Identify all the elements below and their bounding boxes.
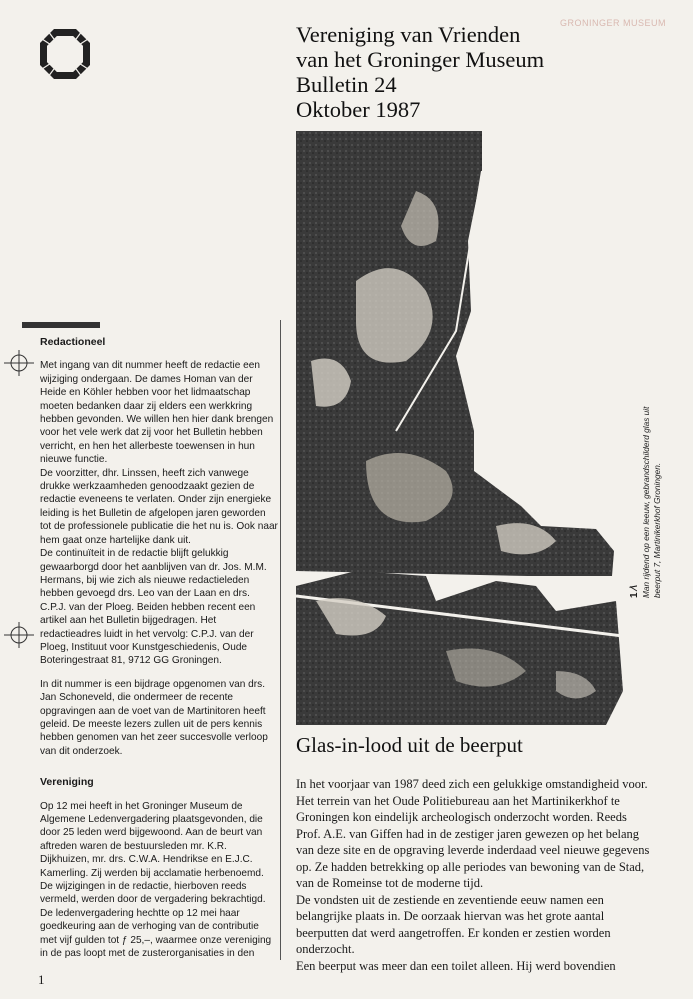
section-heading-vereniging: Vereniging: [40, 776, 94, 789]
registration-crosshair-icon: [4, 620, 34, 650]
page-number: 1: [38, 972, 45, 987]
article-line: Een beerput was meer dan een toilet alleen. Hij werd bovendien: [296, 958, 616, 973]
masthead: [296, 22, 626, 122]
paragraph: Op 12 mei heeft in het Groninger Museum de Algemene Ledenvergadering plaatsgevonden, die door 25 leden werd bijgewoond. Aan de beurt van aftreden waren de bestuursleden mr. K.R. Dijkhuizen, mr. drs. C.W.A. Hendrikse en E.J.C. Kamerling. Zij werden bij acclamatie herbenoemd. De wijzigingen in de redactie, hierboven reeds vermeld, werden door de vergadering bekrachtigd. De ledenvergadering hechtte op 12 mei haar goedkeuring aan de verhoging van de contributie met vijf gulden tot ƒ 25,–, waarmee onze vereniging in de pas loopt met de zusterorganisaties in den: [40, 800, 272, 960]
masthead-line-3: Bulletin 24: [296, 72, 397, 97]
paragraph: De voorzitter, dhr. Linssen, heeft zich vanwege drukke werkzaamheden genoodzaakt gezien de redactie eveneens te verlaten. Onder zijn energieke leiding is het Bulletin de afgelopen jaren geworden tot de professionele publicatie die het nu is. Ook naar hem gaat onze hartelijke dank uit.: [40, 467, 278, 546]
section-rule: [22, 322, 100, 328]
article-line: van deze site en de opgraving leverde inderdaad veel nieuwe gegevens: [296, 843, 650, 857]
paragraph: De continuïteit in de redactie blijft gelukkig gewaarborgd door het aanblijven van dr. Jos. M.M. Hermans, bij wie zich als nieuwe redactieleden hebben gevoegd drs. Leo van der Laan en drs. C.P.J. van der Ploeg. Beiden hebben recent een artikel aan het Bulletin bijgedragen. Het redactieadres luidt in het vervolg: C.P.J. van der Ploeg, Instituut voor Kunstgeschiedenis, Oude Boteringestraat 81, 9712 GG Groningen.: [40, 548, 267, 667]
article-line: belangrijke plaats in. De oorzaak hiervan was het grote aantal: [296, 909, 605, 923]
column-divider: [280, 320, 281, 960]
museum-logo-icon: [38, 27, 92, 81]
article-line: op. Ze hadden betrekking op alle periodes van bewoning van de Stad,: [296, 859, 645, 874]
masthead-line-1: Vereniging van Vrienden: [296, 22, 521, 47]
left-column: [40, 336, 278, 970]
section-heading-redactioneel: Redactioneel: [40, 336, 106, 348]
article-line: onderzocht.: [296, 942, 355, 956]
figure-caption-number: 1 ⁄\: [629, 585, 640, 598]
paragraph: In dit nummer is een bijdrage opgenomen van drs. Jan Schoneveld, die ondermeer de recente opgravingen aan de voet van de Martinitoren heeft geleid. De meeste lezers zullen uit de pers kennis hebben genomen van het zeer succesvolle verloop van dit onderzoek.: [40, 678, 268, 757]
article-body: [296, 776, 676, 974]
archive-stamp: GRONINGER MUSEUM: [560, 18, 667, 28]
article-line: Prof. A.E. van Giffen had in de zestiger jaren gewezen op het belang: [296, 826, 640, 841]
article-line: In het voorjaar van 1987 deed zich een gelukkige omstandigheid voor.: [296, 777, 648, 791]
article-title: Glas-in-lood uit de beerput: [296, 733, 523, 757]
registration-crosshair-icon: [4, 348, 34, 378]
article-line: De vondsten uit de zestiende en zeventiende eeuw namen een: [296, 892, 604, 907]
masthead-line-4: Oktober 1987: [296, 97, 421, 122]
masthead-line-2: van het Groninger Museum: [296, 47, 545, 72]
paragraph: Met ingang van dit nummer heeft de redactie een wijziging ondergaan. De dames Homan van der Heide en Köhler hebben voor het lidmaatschap moeten bedanken daar zij elders een werkkring hebben gevonden. We willen hen hier dank brengen voor het vele werk dat zij voor het Bulletin hebben verricht, en hen het allerbeste toewensen in hun nieuwe functie.: [40, 360, 274, 466]
article-line: Het terrein van het Oude Politiebureau aan het Martinikerkhof te: [296, 793, 620, 808]
stained-glass-photo: [296, 131, 623, 725]
article-line: van de Romeinse tot de moderne tijd.: [296, 876, 484, 890]
article-line: Groningen kon eindelijk archeologisch onderzocht worden. Reeds: [296, 810, 627, 824]
article-line: beerputten dat werd aangetroffen. Er konden er zestien worden: [296, 925, 611, 940]
figure-caption-line: Man rijdend op een leeuw, gebrandschilderd glas uit: [641, 406, 651, 598]
figure-caption: [641, 348, 662, 598]
figure-caption-line: beerput 7, Martinikerkhof Groningen.: [651, 462, 662, 598]
